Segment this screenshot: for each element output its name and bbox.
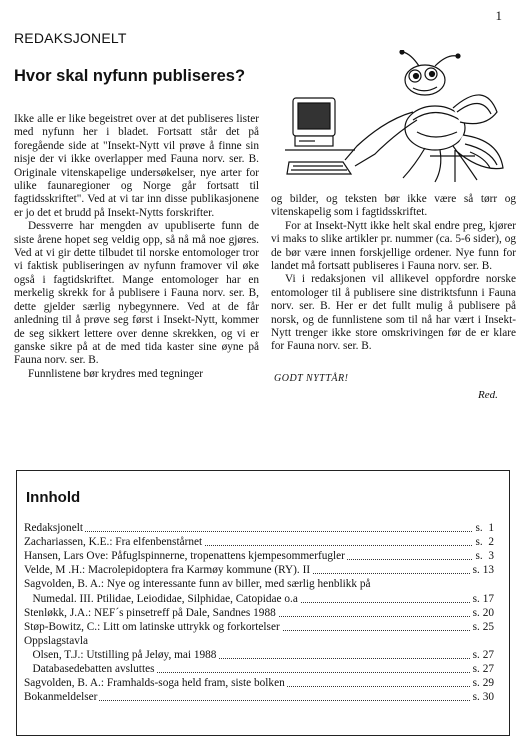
toc-entry	[24, 564, 494, 577]
toc-entry-page: s. 1	[475, 522, 494, 534]
right-column	[271, 193, 516, 354]
toc-entry-page: s. 3	[475, 550, 494, 563]
right-paragraph: For at Insekt-Nytt ikke helt skal endre preg, kjører vi maks to slike artikler pr. nummer (ca. 5-6 sider), og de bør være innen forskjellige ordener. Nye funn for landet må fortsatt publiseres i Fauna norv. ser. B.	[271, 219, 516, 273]
toc-entry	[24, 691, 494, 704]
section-header: REDAKSJONELT	[14, 30, 127, 46]
toc-entry-text: Databasedebatten avsluttes	[24, 663, 155, 675]
toc-entry-text: Velde, M .H.: Macrolepidoptera fra Karmøy kommune (RY). II	[24, 564, 311, 577]
toc-entry-text: Oppslagstavla	[24, 634, 89, 647]
toc-entry-text: Olsen, T.J.: Utstilling på Jeløy, mai 1988	[24, 648, 217, 661]
right-paragraph: Vi i redaksjonen vil allikevel oppfordre norske entomologer til å publisere sine distriktsfunn i Fauna norv. ser. B. Her er det fullt mulig å publisere på norsk, og de funnlistene som til nå har vært i Insekt-Nytt trenger ikke store omskrivingen før de er klare for Fauna norv. ser. B.	[271, 273, 516, 353]
toc-entry-text: Redaksjonelt	[24, 522, 83, 534]
toc-entry-page: s. 25	[472, 620, 494, 633]
toc-entry-page: s. 13	[472, 564, 494, 577]
page-number: 1	[495, 8, 502, 23]
right-paragraph: og bilder, og teksten bør ikke være så tørr og vitenskapelig som i fagtidsskriftet.	[271, 193, 516, 219]
insect-computer-illustration	[285, 50, 510, 185]
toc-entry-page: s. 2	[475, 536, 494, 549]
toc-entry-page: s. 27	[472, 648, 494, 661]
left-paragraph: Ikke alle er like begeistret over at det publiseres lister med nyfunn her i bladet. Fortsatt står det på foregående side at "Insekt-Nytt vil prøve å finne sin nisje der vi ikke overlapper med Fauna norv. ser. B. Originale vitenskapelige undersøkelser, nye arter for ulike faunaregioner og Norge går fortsatt til fagtidsskriftet". Ved at vi tar inn disse publikasjonene er jo det et brudd på Insekt-Nytts forskrifter.	[14, 113, 259, 219]
toc-entry-text: Stenløkk, J.A.: NEF´s pinsetreff på Dale, Sandnes 1988	[24, 606, 276, 619]
toc-entry-page: s. 29	[472, 677, 494, 690]
toc-entry-text: Støp-Bowitz, C.: Litt om latinske uttrykk og forkortelser	[24, 620, 280, 633]
toc-entry-page: s. 20	[472, 606, 494, 619]
toc-entry-text: Sagvolden, B. A.: Framhalds-soga held fram, siste bolken	[24, 677, 285, 690]
toc-entry	[24, 677, 494, 690]
toc-entry-text: Hansen, Lars Ove: Påfuglspinnerne, tropenattens kjempesommerfugler	[24, 550, 345, 563]
toc-entry-text: Bokanmeldelser	[24, 691, 98, 704]
left-paragraph: Funnlistene bør krydres med tegninger	[28, 367, 204, 380]
left-paragraph: Dessverre har mengden av upubliserte funn de siste årene hopet seg veldig opp, så nå må noe gjøres. Ved at vi gir dette tilbudet til norske entomologer tror vi faktisk publiseringen av nyfunn framover vil øke også i fagtidskriftet. Mange entomologer har en merkelig skrekk for å publisere i Fauna norv. ser. B, dette gjelder særlig nybegynnere. Ved at de får anledning til å prøve seg først i Insekt-Nytt, kommer de seg sikkert lettere over denne skrekken, og vi er ganske sikre på at de med tida kaster sine øyne på Fauna norv. ser. B.	[14, 220, 259, 367]
toc-entry	[24, 522, 494, 535]
toc-entry	[24, 550, 494, 563]
toc-entry	[24, 536, 494, 549]
toc-entry-text: Sagvolden, B. A.: Nye og interessante funn av biller, med særlig henblikk på	[24, 578, 371, 591]
toc-entry	[24, 607, 494, 620]
editor-signature: Red.	[478, 389, 498, 401]
left-column	[14, 113, 259, 381]
article-headline: Hvor skal nyfunn publiseres?	[14, 67, 246, 85]
toc-entry-text: Zachariassen, K.E.: Fra elfenbenstårnet	[24, 536, 203, 549]
toc-entry-page: s. 27	[472, 663, 494, 675]
toc-entry	[24, 663, 494, 676]
toc-entry	[24, 578, 494, 591]
toc-entry-text: Numedal. III. Ptilidae, Leiodidae, Silphidae, Catopidae o.a	[24, 592, 298, 605]
toc-entry-page: s. 17	[472, 592, 494, 605]
toc-entry	[24, 635, 494, 648]
toc-entry	[24, 593, 494, 606]
greeting-handwritten: GODT NYTTÅR!	[274, 373, 349, 384]
toc-leader-dots	[24, 531, 494, 532]
toc-entry	[24, 649, 494, 662]
contents-title: Innhold	[26, 489, 81, 506]
toc-entry	[24, 621, 494, 634]
toc-entry-page: s. 30	[472, 691, 494, 704]
